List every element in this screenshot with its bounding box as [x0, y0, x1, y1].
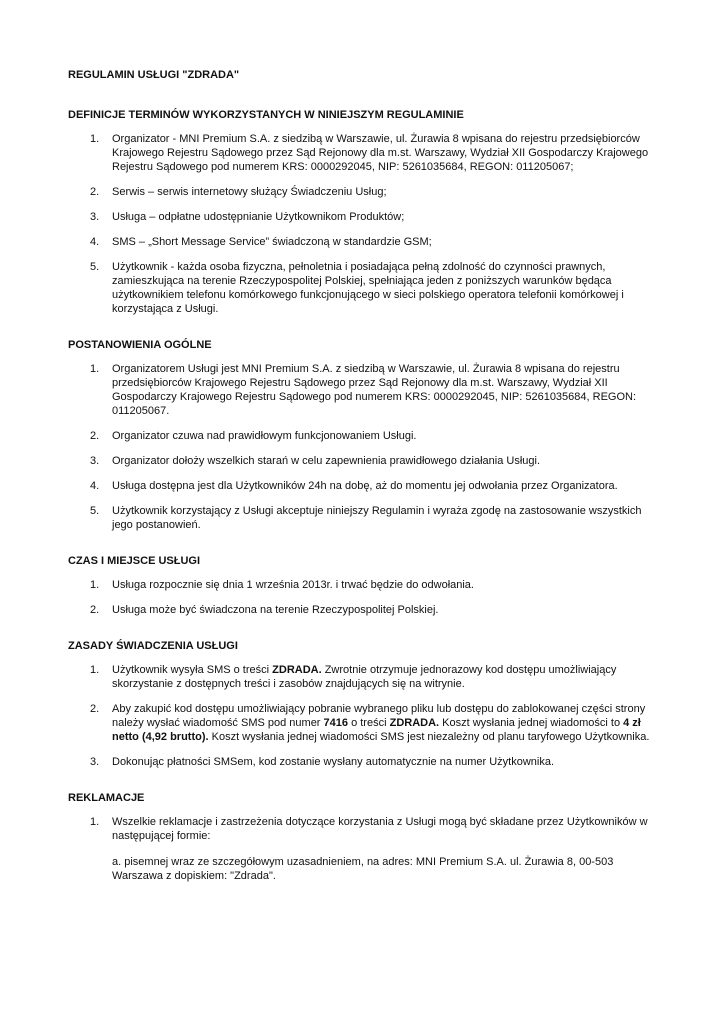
item-number: 3.	[90, 211, 100, 223]
item-text: Dokonując płatności SMSem, kod zostanie wysłany automatycznie na numer Użytkownika.	[112, 756, 555, 768]
numbered-list	[68, 663, 664, 769]
item-text: Usługa rozpocznie się dnia 1 września 2013r. i trwać będzie do odwołania.	[112, 579, 474, 591]
item-text: Użytkownik - każda osoba fizyczna, pełnoletnia i posiadająca pełną zdolność do czynności prawnych, zamieszkująca na terenie Rzeczypospolitej Polskiej, spełniająca jeden z poniższych warunków będąca użytkownikiem telefonu komórkowego funkcjonującego w sieci polskiego operatora telefonii komórkowej i korzystająca z Usługi.	[112, 261, 624, 315]
item-text: Użytkownik korzystający z Usługi akceptuje niniejszy Regulamin i wyraża zgodę na zastosowanie wszystkich jego postanowień.	[112, 505, 642, 531]
list-item	[68, 702, 664, 744]
list-item	[68, 479, 664, 493]
item-number: 4.	[90, 236, 100, 248]
item-number: 1.	[90, 664, 100, 676]
document-title: REGULAMIN USŁUGI "ZDRADA"	[68, 69, 240, 81]
section-heading: DEFINICJE TERMINÓW WYKORZYSTANYCH W NINIEJSZYM REGULAMINIE	[68, 109, 464, 121]
item-number: 5.	[90, 261, 100, 273]
list-item	[68, 185, 664, 199]
list-item	[68, 504, 664, 532]
section-heading: POSTANOWIENIA OGÓLNE	[68, 339, 212, 351]
item-text: Aby zakupić kod dostępu umożliwiający pobranie wybranego pliku lub dostępu do zablokowanej części strony należy wysłać wiadomość SMS pod numer 7416 o treści ZDRADA. Koszt wysłania jednej wiadomości to 4 zł netto (4,92 brutto). Koszt wysłania jednej wiadomości SMS jest niezależny od planu taryfowego Użytkownika.	[112, 703, 650, 743]
item-text: Organizatorem Usługi jest MNI Premium S.A. z siedzibą w Warszawie, ul. Żurawia 8 wpisana do rejestru przedsiębiorców Krajowego Rejestru Sądowego przez Sąd Rejonowy dla m.st. Warszawy, Wydział XII Gospodarczy Krajowego Rejestru Sądowego pod numerem KRS: 0000292045, NIP: 5261035684, REGON: 011205067.	[112, 363, 637, 417]
list-item	[68, 260, 664, 316]
item-text: Usługa dostępna jest dla Użytkowników 24h na dobę, aż do momentu jej odwołania przez Organizatora.	[112, 480, 618, 492]
item-text: Usługa może być świadczona na terenie Rzeczypospolitej Polskiej.	[112, 604, 439, 616]
item-number: 1.	[90, 363, 100, 375]
item-text: Serwis – serwis internetowy służący Świadczeniu Usług;	[112, 186, 387, 198]
item-number: 3.	[90, 756, 100, 768]
list-item	[68, 235, 664, 249]
item-number: 1.	[90, 133, 100, 145]
list-item	[68, 755, 664, 769]
section-time-and-place	[68, 554, 664, 617]
item-number: 2.	[90, 703, 100, 715]
item-number: 4.	[90, 480, 100, 492]
section-definitions	[68, 108, 664, 316]
section-heading: CZAS I MIEJSCE USŁUGI	[68, 555, 201, 567]
list-item	[68, 663, 664, 691]
section-service-rules	[68, 639, 664, 769]
item-text: Usługa – odpłatne udostępnianie Użytkownikom Produktów;	[112, 211, 405, 223]
item-number: 5.	[90, 505, 100, 517]
section-complaints	[68, 791, 664, 883]
item-text: Organizator - MNI Premium S.A. z siedzibą w Warszawie, ul. Żurawia 8 wpisana do rejestru przedsiębiorców Krajowego Rejestru Sądowego przez Sąd Rejonowy dla m.st. Warszawy, Wydział XII Gospodarczy Krajowego Rejestru Sądowego pod numerem KRS: 0000292045, NIP: 5261035684, REGON: 011205067;	[112, 133, 649, 173]
numbered-list	[68, 362, 664, 532]
item-number: 3.	[90, 455, 100, 467]
section-heading: REKLAMACJE	[68, 792, 145, 804]
sub-item-text: a. pisemnej wraz ze szczegółowym uzasadnieniem, na adres: MNI Premium S.A. ul. Żurawia 8, 00-503 Warszawa z dopiskiem: "Zdrada".	[112, 856, 614, 882]
item-number: 2.	[90, 430, 100, 442]
list-item	[68, 362, 664, 418]
item-text: Organizator czuwa nad prawidłowym funkcjonowaniem Usługi.	[112, 430, 417, 442]
item-text: Użytkownik wysyła SMS o treści ZDRADA. Zwrotnie otrzymuje jednorazowy kod dostępu umożliwiający skorzystanie z dostępnych treści i zasobów znajdujących się na witrynie.	[112, 664, 617, 690]
section-general-provisions	[68, 338, 664, 532]
list-item	[68, 429, 664, 443]
list-item	[68, 454, 664, 468]
list-item	[68, 578, 664, 592]
item-text: Wszelkie reklamacje i zastrzeżenia dotyczące korzystania z Usługi mogą być składane przez Użytkowników w następującej formie:	[112, 816, 648, 842]
list-item	[68, 210, 664, 224]
item-text: Organizator dołoży wszelkich starań w celu zapewnienia prawidłowego działania Usługi.	[112, 455, 540, 467]
item-number: 1.	[90, 579, 100, 591]
item-number: 2.	[90, 604, 100, 616]
list-item	[68, 603, 664, 617]
list-item	[68, 132, 664, 174]
item-number: 1.	[90, 816, 100, 828]
numbered-list	[68, 815, 664, 843]
section-heading: ZASADY ŚWIADCZENIA USŁUGI	[68, 640, 238, 652]
numbered-list	[68, 578, 664, 617]
list-item	[68, 815, 664, 843]
item-number: 2.	[90, 186, 100, 198]
item-text: SMS – „Short Message Service” świadczoną w standardzie GSM;	[112, 236, 432, 248]
numbered-list	[68, 132, 664, 316]
